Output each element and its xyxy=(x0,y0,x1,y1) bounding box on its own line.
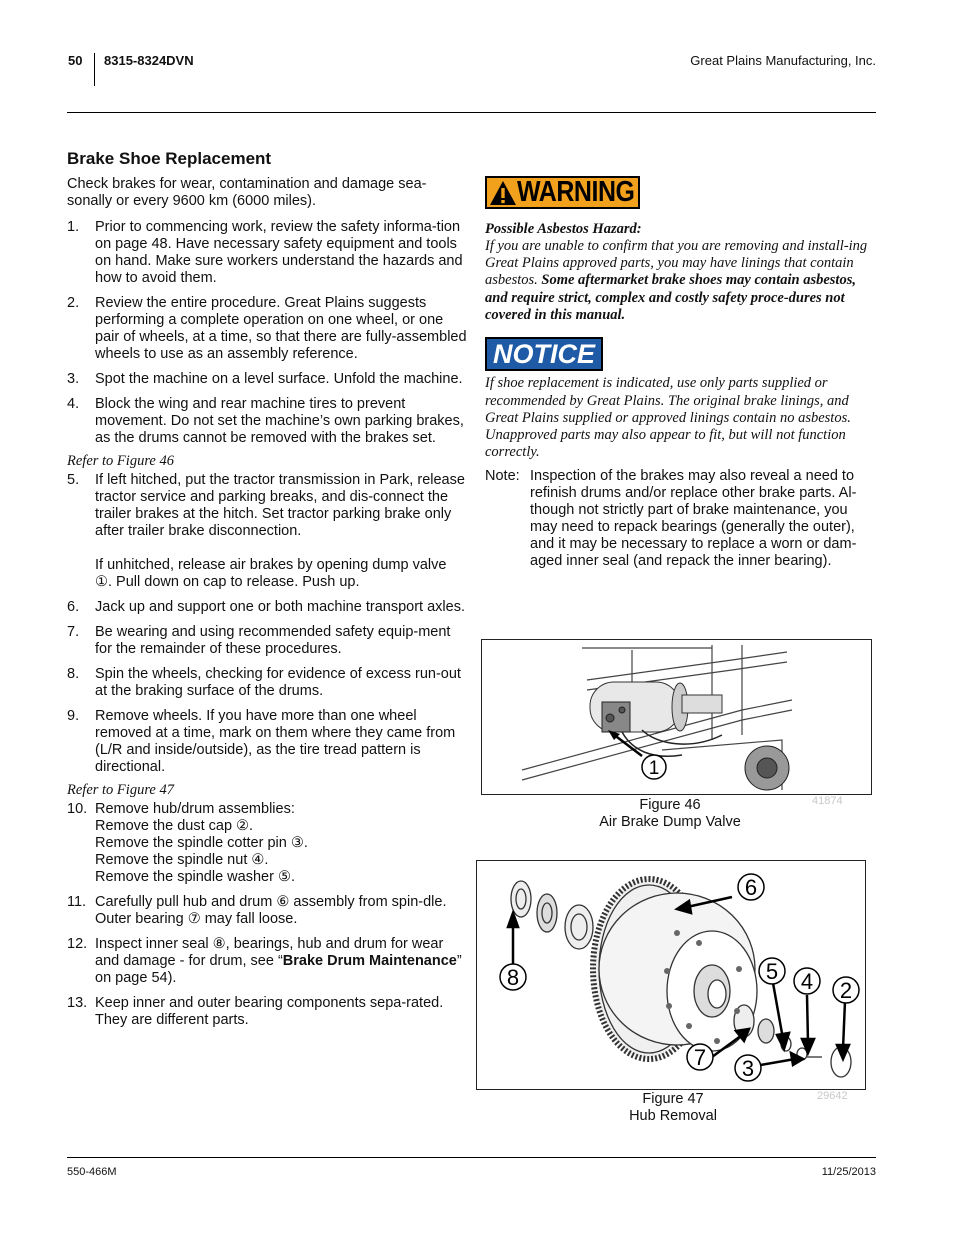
step-6 xyxy=(67,599,467,616)
step-line: Remove the spindle cotter pin ③. xyxy=(95,835,308,851)
intro-paragraph: Check brakes for wear, contamination and damage sea-sonally or every 9600 km (6000 miles). xyxy=(67,176,427,209)
warning-label xyxy=(485,176,640,209)
note-block xyxy=(485,468,877,570)
step-2 xyxy=(67,295,467,363)
step-text: Inspect inner seal ⑧, bearings, hub and drum for wear and damage - for drum, see “ xyxy=(95,936,444,969)
step-3 xyxy=(67,371,467,388)
step-7 xyxy=(67,624,467,658)
step-4 xyxy=(67,396,467,447)
header-rule xyxy=(67,112,876,113)
step-number: 4. xyxy=(67,396,80,412)
step-text: Keep inner and outer bearing components sepa-rated. They are different parts. xyxy=(95,995,444,1028)
step-9 xyxy=(67,708,467,776)
step-text: Jack up and support one or both machine transport axles. xyxy=(95,599,465,615)
step-line: Remove the dust cap ②. xyxy=(95,818,254,834)
step-number: 1. xyxy=(67,219,80,235)
step-8 xyxy=(67,666,467,700)
warning-label-text: WARNING xyxy=(517,176,635,208)
svg-text:1: 1 xyxy=(648,758,660,779)
svg-text:3: 3 xyxy=(741,1056,755,1081)
svg-text:5: 5 xyxy=(765,959,779,984)
figure-47-id: 29642 xyxy=(817,1090,848,1102)
figure-46-caption xyxy=(560,797,780,831)
step-number: 5. xyxy=(67,472,80,488)
figure-47-image xyxy=(476,860,866,1090)
company-name: Great Plains Manufacturing, Inc. xyxy=(690,53,876,68)
model-number: 8315-8324DVN xyxy=(104,53,194,68)
step-number: 2. xyxy=(67,295,80,311)
step-10 xyxy=(67,801,467,886)
step-13 xyxy=(67,995,467,1029)
brake-drum-maintenance-link[interactable]: Brake Drum Maintenance xyxy=(282,953,457,969)
warning-text: If you are unable to confirm that you are removing and install-ing Great Plains approved parts, you may have linings that contain asbestos. xyxy=(485,237,868,289)
header-divider xyxy=(94,53,95,86)
figure-46-reference: Refer to Figure 46 xyxy=(67,453,174,469)
footer-rule xyxy=(67,1157,876,1158)
notice-text: If shoe replacement is indicated, use only parts supplied or recommended by Great Plains. The original brake linings, and Great Plains supplied or approved linings contain no asbestos. Unapproved parts may also appear to fit, but will not function correctly. xyxy=(485,375,851,461)
step-text: Prior to commencing work, review the safety informa-tion on page 48. Have necessary safety equipment and tools on hand. Make sure workers understand the hazards and how to avoid them. xyxy=(95,219,463,286)
step-text: Carefully pull hub and drum ⑥ assembly from spin-dle. Outer bearing ⑦ may fall loose. xyxy=(95,894,447,927)
section-title: Brake Shoe Replacement xyxy=(67,149,272,168)
figure-46-image xyxy=(481,639,872,795)
step-text: Spot the machine on a level surface. Unfold the machine. xyxy=(95,371,463,387)
svg-text:7: 7 xyxy=(693,1045,707,1070)
step-text-unhitched: If unhitched, release air brakes by opening dump valve ①. Pull down on cap to release. Push up. xyxy=(95,557,447,590)
document-number: 550-466M xyxy=(67,1166,117,1178)
svg-text:6: 6 xyxy=(744,875,758,900)
page-number: 50 xyxy=(68,53,83,68)
figure-46-title: Air Brake Dump Valve xyxy=(599,814,741,830)
step-number: 3. xyxy=(67,371,80,387)
figure-47-caption xyxy=(563,1091,783,1125)
right-column xyxy=(485,176,877,570)
figure-47-reference: Refer to Figure 47 xyxy=(67,782,174,798)
step-number: 7. xyxy=(67,624,80,640)
step-11 xyxy=(67,894,467,928)
step-number: 12. xyxy=(67,936,88,952)
notice-label xyxy=(485,337,603,371)
step-number: 10. xyxy=(67,801,88,817)
note-text: Inspection of the brakes may also reveal a need to refinish drums and/or replace other brake parts. Al-though not strictly part of brake maintenance, you may need to repack bearings (generally the outer), and it may be necessary to replace a worn or dam-aged inner seal (and repack the inner bearing). xyxy=(530,467,857,569)
step-12 xyxy=(67,936,467,987)
step-text: If left hitched, put the tractor transmission in Park, release tractor service and parking breaks, and dis-connect the trailer brakes at the hitch. Set tractor parking brake only after trailer brake disconnection. xyxy=(95,472,465,539)
note-label: Note: xyxy=(485,467,520,484)
warning-bold-text: Some aftermarket brake shoes may contain asbestos, and require strict, complex and costly safety proce-dures not covered in this manual. xyxy=(485,272,856,323)
svg-text:2: 2 xyxy=(839,978,853,1003)
step-number: 6. xyxy=(67,599,80,615)
figure-46-number: Figure 46 xyxy=(639,797,701,813)
figure-47-title: Hub Removal xyxy=(629,1108,717,1124)
step-number: 9. xyxy=(67,708,80,724)
step-text: Review the entire procedure. Great Plains suggests performing a complete operation on one wheel, or one pair of wheels, at a time, so that there are fully-assembled wheels to use as an assembly reference. xyxy=(95,295,467,362)
step-text: Remove wheels. If you have more than one wheel removed at a time, mark on them where they came from (L/R and inside/outside), as the tire tread pattern is directional. xyxy=(95,708,456,775)
step-text-end: ” on page 54). xyxy=(95,953,462,986)
warning-heading: Possible Asbestos Hazard: xyxy=(485,220,642,237)
figure-46-id: 41874 xyxy=(812,795,843,807)
svg-text:4: 4 xyxy=(800,969,814,994)
step-number: 11. xyxy=(67,894,87,910)
revision-date: 11/25/2013 xyxy=(821,1166,876,1178)
step-number: 8. xyxy=(67,666,80,682)
step-line: Remove hub/drum assemblies: xyxy=(95,801,295,817)
step-number: 13. xyxy=(67,995,88,1011)
step-line: Remove the spindle washer ⑤. xyxy=(95,869,295,885)
step-5 xyxy=(67,472,467,591)
svg-text:8: 8 xyxy=(506,965,520,990)
figure-47-number: Figure 47 xyxy=(642,1091,704,1107)
notice-label-text: NOTICE xyxy=(493,339,596,370)
step-1 xyxy=(67,219,467,287)
step-text: Block the wing and rear machine tires to prevent movement. Do not set the machine’s own parking brakes, as the drums cannot be removed with the brakes set. xyxy=(95,396,464,446)
step-text: Be wearing and using recommended safety equip-ment for the remainder of these procedures. xyxy=(95,624,451,657)
warning-triangle-icon xyxy=(489,180,517,206)
air-brake-dump-valve-illustration xyxy=(482,640,872,795)
step-line: Remove the spindle nut ④. xyxy=(95,852,269,868)
step-text: Spin the wheels, checking for evidence of excess run-out at the braking surface of the drums. xyxy=(95,666,461,699)
left-column xyxy=(67,149,467,1037)
hub-removal-illustration xyxy=(477,861,866,1090)
